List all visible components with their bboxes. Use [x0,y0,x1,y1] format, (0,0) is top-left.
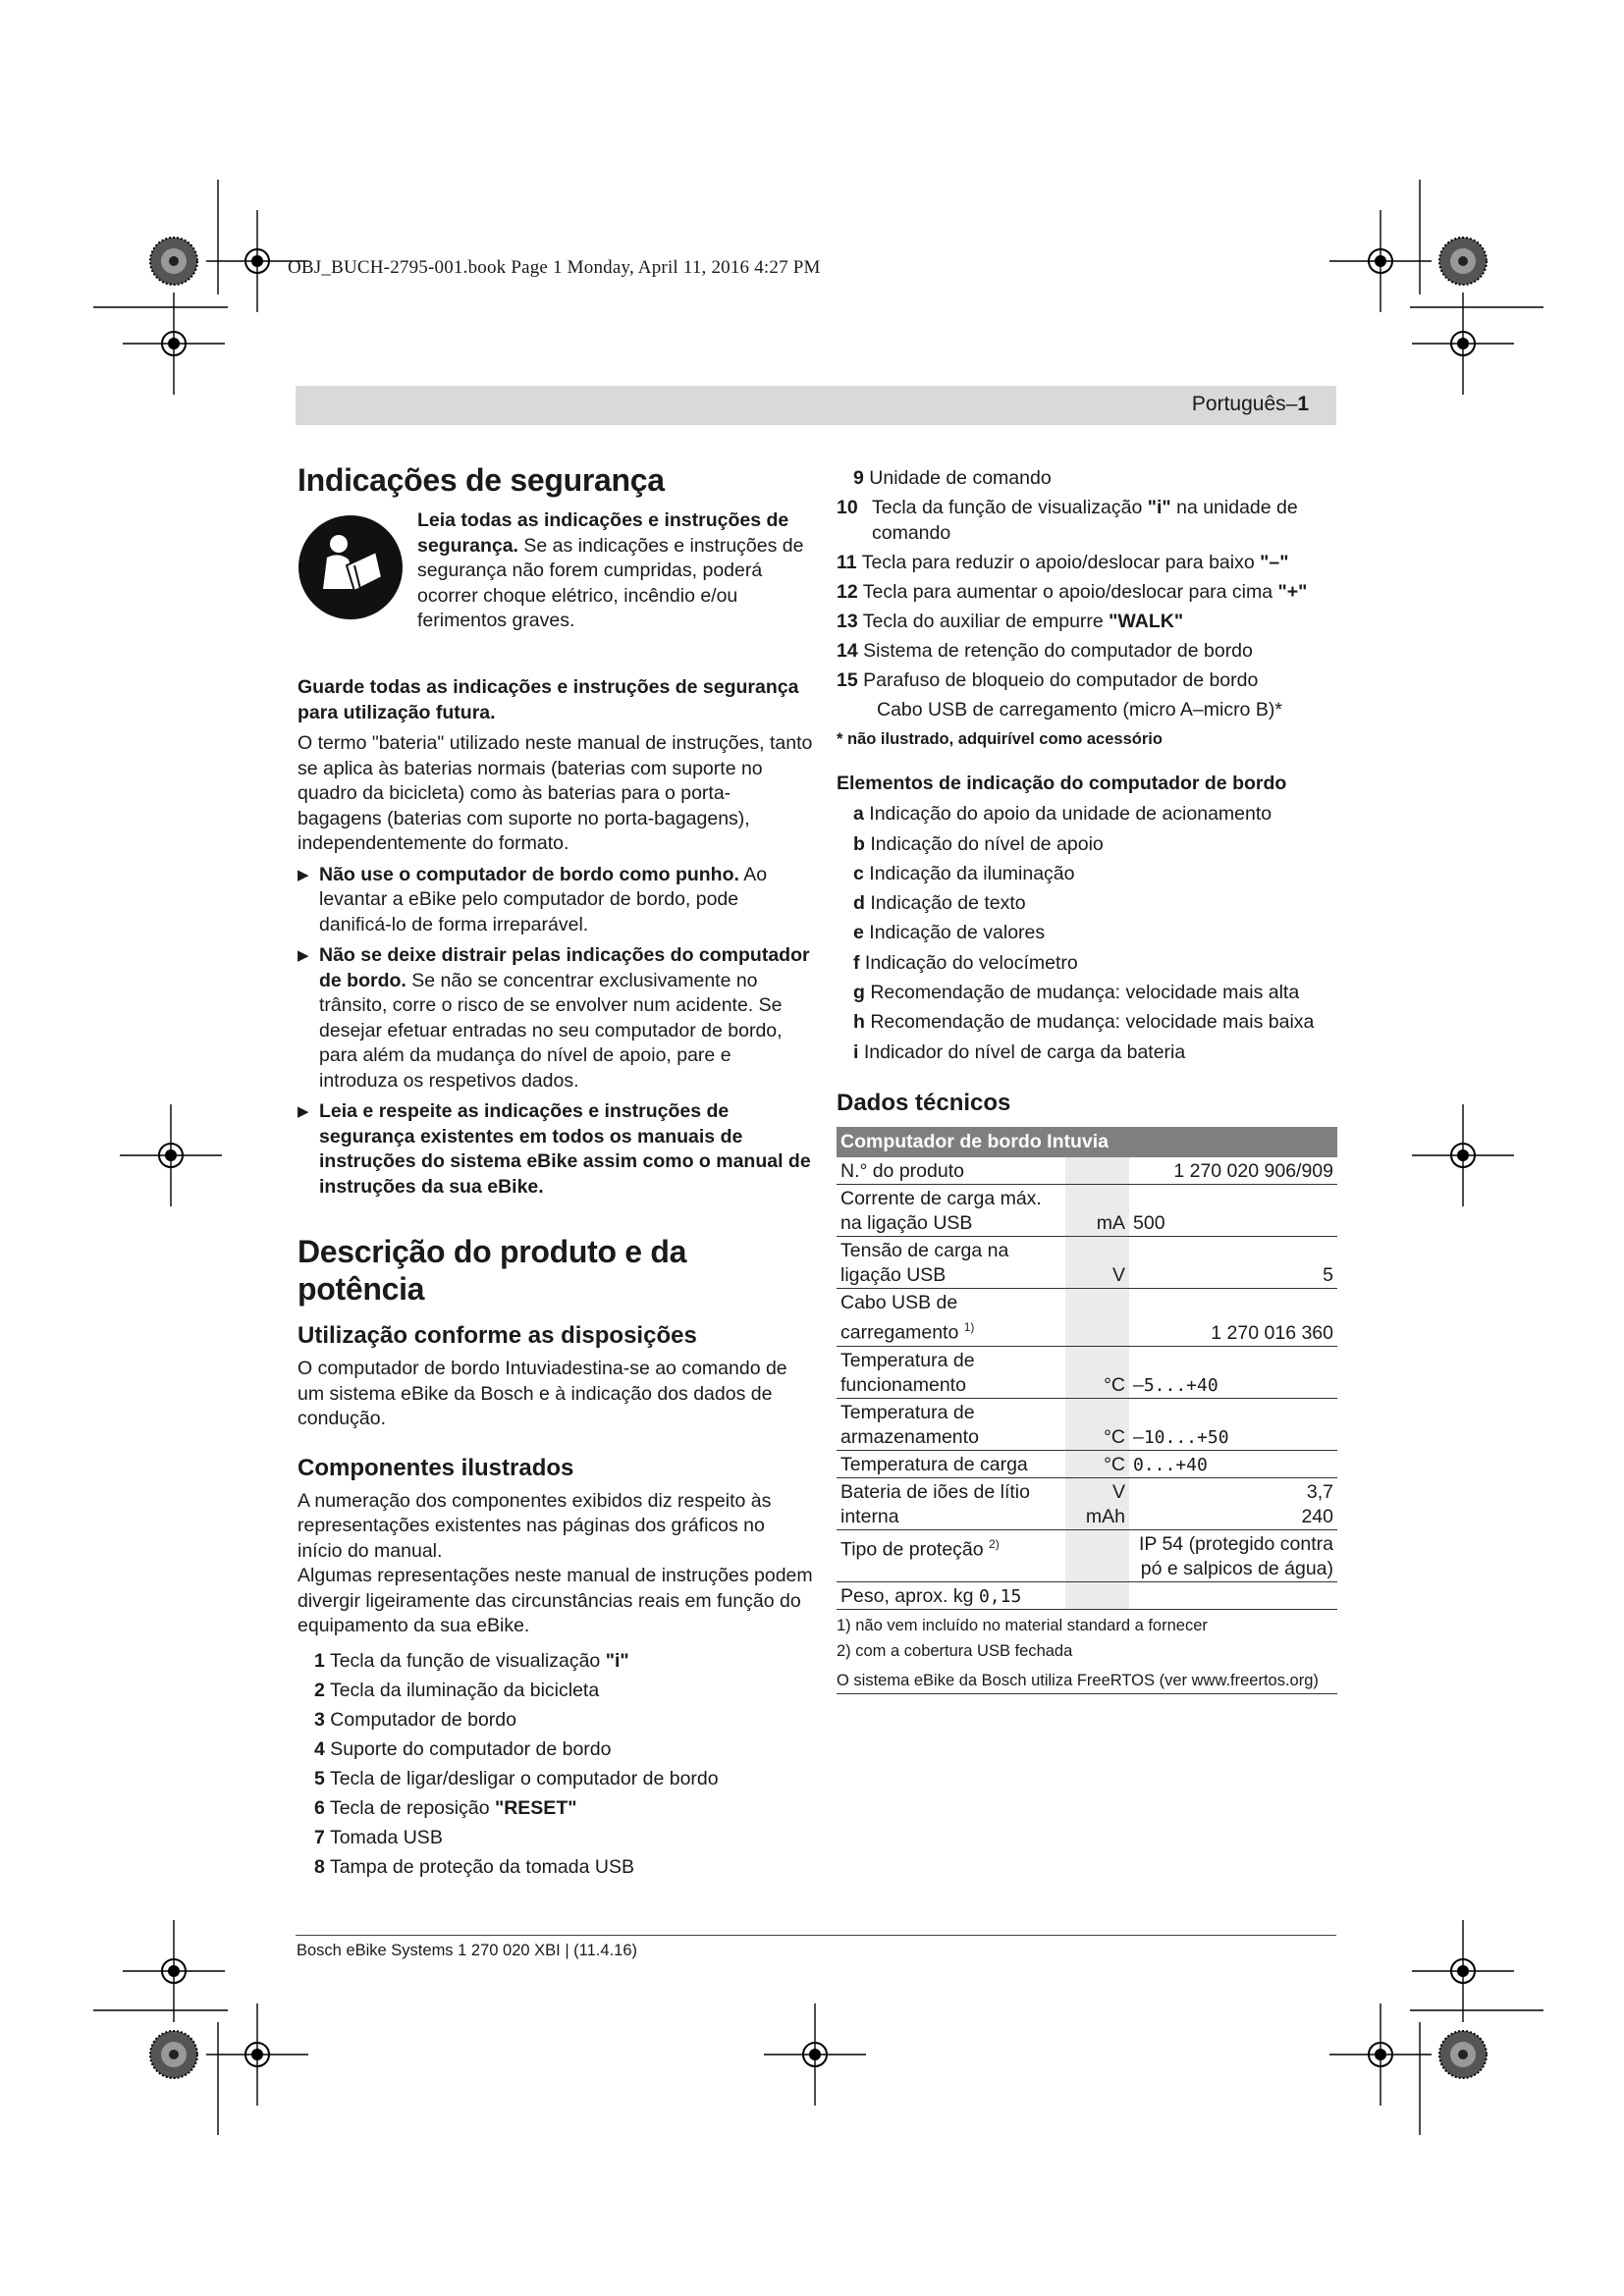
bullet-item: ▶ Não se deixe distrair pelas indicações do computador de bordo. Se não se concentrar exclusivamente no trânsito, corre o risco de se envolver num acidente. Se desejar efetuar entradas no seu computador de bordo, para além da mudança do nível de apoio, pare e introduza os respetivos dados. [298,943,813,1094]
heading-intended-use: Utilização conforme as disposições [298,1322,697,1349]
bullet-item: ▶ Leia e respeite as indicações e instruções de segurança existentes em todos os manuais de instruções do sistema eBike assim como o manual de instruções da sua eBike. [298,1099,813,1200]
registration-mark-icon [123,1920,225,2022]
technical-data-table [837,1127,1337,1610]
list-item: 2 Tecla da iluminação da bicicleta [314,1679,600,1701]
registration-mark-icon [1329,2003,1432,2106]
keep-instructions: Guarde todas as indicações e instruções de segurança para utilização futura. [298,676,799,723]
list-item: 3 Computador de bordo [314,1708,516,1731]
intended-use-text: O computador de bordo Intuviadestina-se ao comando de um sistema eBike da Bosch e à indicação dos dados de condução. [298,1358,787,1429]
left-column [298,461,813,1885]
list-item: g Recomendação de mudança: velocidade mais alta [853,982,1300,1004]
heading-safety: Indicações de segurança [298,462,665,498]
heading-technical-data: Dados técnicos [837,1090,1011,1117]
list-item: 15 Parafuso de bloqueio do computador de bordo [837,669,1259,692]
table-row: Tensão de carga na ligação USB V 5 [837,1237,1337,1289]
page-number: Português–1 [1191,393,1309,415]
component-list-continued [837,466,1337,723]
heading-components: Componentes ilustrados [298,1454,574,1481]
page-footer: Bosch eBike Systems 1 270 020 XBI | (11.4.16) [296,1935,1336,1936]
components-text-2: Algumas representações neste manual de instruções podem divergir ligeiramente das circunstâncias reais em função do equipamento da sua eBike. [298,1565,813,1636]
table-row: Bateria de iões de lítio interna V mAh 3,7 240 [837,1477,1337,1529]
list-item: 12 Tecla para aumentar o apoio/deslocar para cima "+" [837,580,1308,603]
list-item: 1 Tecla da função de visualização "i" [314,1649,629,1672]
list-item: 9 Unidade de comando [853,467,1052,489]
table-row: Tipo de proteção $^{2)}$ IP 54 (protegido contra pó e salpicos de água) [837,1529,1337,1581]
table-row: Temperatura de carga °C 0...+40 [837,1450,1337,1477]
triangle-bullet-icon: ▶ [298,1103,309,1120]
registration-mark-icon [120,1104,222,1206]
triangle-bullet-icon: ▶ [298,947,309,964]
list-item: 7 Tomada USB [314,1827,443,1849]
list-item: 5 Tecla de ligar/desligar o computador de bordo [314,1767,719,1789]
list-item: i Indicador do nível de carga da bateria [853,1041,1186,1063]
table-row: Peso, aprox. kg 0,15 [837,1581,1337,1609]
registration-mark-icon [1412,1104,1514,1206]
list-item: 8 Tampa de proteção da tomada USB [314,1856,634,1879]
registration-star-icon [1439,238,1487,285]
freertos-note: O sistema eBike da Bosch utiliza FreeRTOS (ver www.freertos.org) [837,1668,1337,1694]
registration-mark-icon [764,2003,866,2106]
not-shown-note: * não ilustrado, adquirível como acessório [837,730,1163,749]
list-item: 13 Tecla do auxiliar de empurre "WALK" [837,610,1184,632]
registration-star-icon [150,2031,197,2078]
warning-block [298,508,813,683]
registration-mark-icon [206,2003,308,2106]
usb-cable-item: Cabo USB de carregamento (micro A–micro B)* [877,699,1282,721]
table-row: Temperatura de armazenamento °C –10...+50 [837,1398,1337,1450]
table-row: Cabo USB de carregamento $^{1)}$ 1 270 016 360 [837,1289,1337,1347]
page-header-bar [296,386,1336,425]
list-item: d Indicação de texto [853,892,1026,915]
read-manual-icon [298,514,404,620]
table-header-row: Computador de bordo Intuvia [837,1127,1337,1157]
registration-mark-icon [1412,1920,1514,2022]
table-footnote: 2) com a cobertura USB fechada [837,1641,1073,1660]
list-item: b Indicação do nível de apoio [853,832,1104,855]
heading-display-elements: Elementos de indicação do computador de bordo [837,772,1287,794]
table-footnote: 1) não vem incluído no material standard a fornecer [837,1616,1208,1634]
component-list [298,1649,813,1881]
list-item: 4 Suporte do computador de bordo [314,1737,612,1760]
list-item: 6 Tecla de reposição "RESET" [314,1796,577,1819]
battery-term-text: O termo "bateria" utilizado neste manual de instruções, tanto se aplica às baterias normais (baterias com suporte no quadro da bicicleta) como às baterias para o porta-bagagens (baterias com suporte no porta-bagagens), independentemente do formato. [298,732,813,854]
list-item: c Indicação da iluminação [853,862,1075,884]
heading-description: Descrição do produto e da potência [298,1234,687,1307]
list-item: h Recomendação de mudança: velocidade mais baixa [853,1011,1315,1034]
table-row: Corrente de carga máx. na ligação USB mA 500 [837,1185,1337,1237]
list-item: f Indicação do velocímetro [853,951,1078,974]
table-row: N.° do produto 1 270 020 906/909 [837,1157,1337,1185]
list-item: a Indicação do apoio da unidade de acionamento [853,803,1272,826]
right-column [837,466,1337,1694]
list-item: 10 Tecla da função de visualização "i" na unidade de comando [837,497,1298,544]
list-item: e Indicação de valores [853,922,1046,944]
list-item: 14 Sistema de retenção do computador de bordo [837,639,1253,662]
registration-mark-icon [1329,210,1432,312]
triangle-bullet-icon: ▶ [298,866,309,883]
bullet-item: ▶ Não use o computador de bordo como punho. Ao levantar a eBike pelo computador de bordo, pode danificá-lo de forma irreparável. [298,863,813,938]
warning-text: Leia todas as indicações e instruções de segurança. Se as indicações e instruções de segurança não forem cumpridas, poderá ocorrer choque elétrico, incêndio e/ou ferimentos graves. [417,509,804,631]
components-text: A numeração dos componentes exibidos diz respeito às representações existentes nas páginas dos gráficos no início do manual. [298,1489,772,1562]
list-item: 11 Tecla para reduzir o apoio/deslocar para baixo "–" [837,551,1289,573]
display-element-list [837,802,1337,1065]
registration-star-icon [150,238,197,285]
print-slug-line: OBJ_BUCH-2795-001.book Page 1 Monday, April 11, 2016 4:27 PM [288,257,821,278]
table-row: Temperatura de funcionamento °C –5...+40 [837,1346,1337,1398]
registration-star-icon [1439,2031,1487,2078]
